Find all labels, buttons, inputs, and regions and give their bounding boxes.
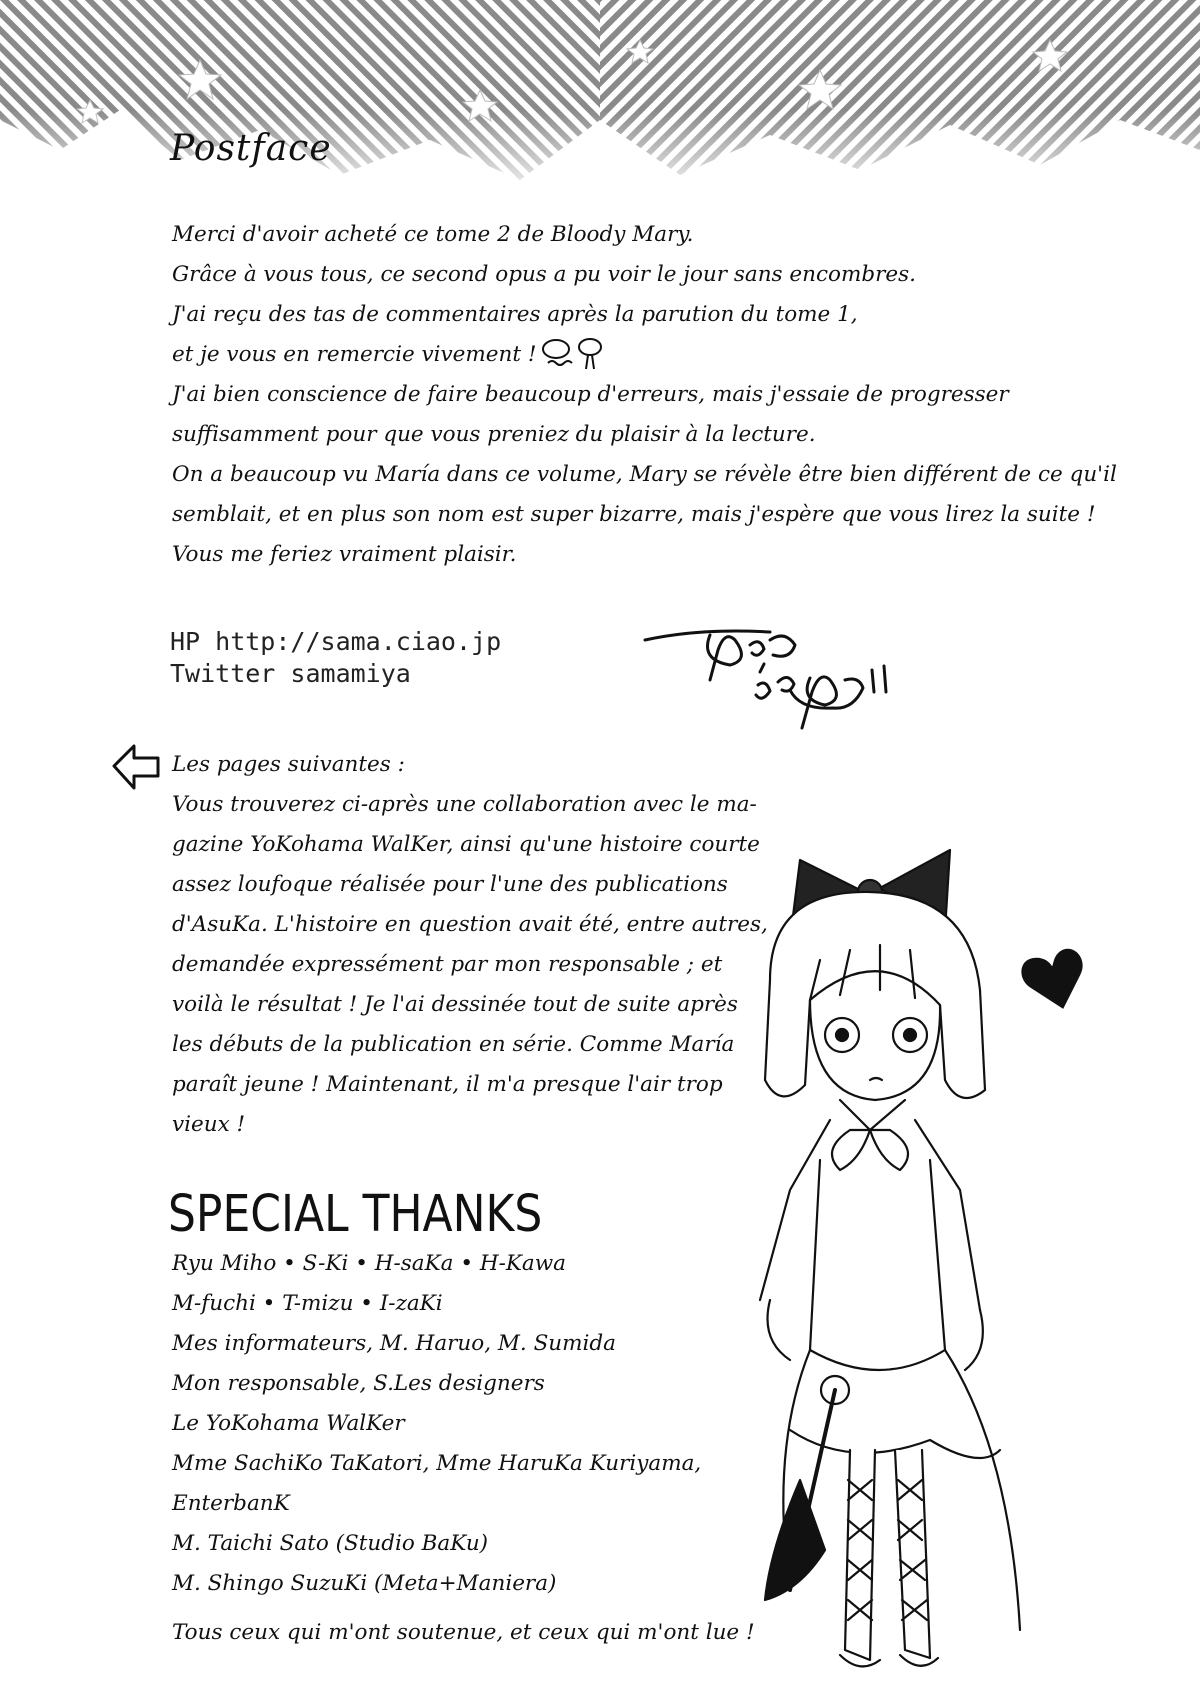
thanks-line: Mme SachiKo TaKatori, Mme HaruKa Kuriyama, [172, 1451, 702, 1476]
thanks-line: M-fuchi • T-mizu • I-zaKi [172, 1291, 443, 1316]
homepage-link[interactable]: HP http://sama.ciao.jp [170, 627, 502, 656]
next-pages-line: les débuts de la publication en série. Comme María [172, 1032, 735, 1057]
intro-line: semblait, et en plus son nom est super bizarre, mais j'espère que vous lirez la suite ! [172, 502, 1096, 527]
intro-line: Merci d'avoir acheté ce tome 2 de Bloody Mary. [172, 222, 694, 247]
author-links [170, 626, 501, 690]
thanks-line: M. Taichi Sato (Studio BaKu) [172, 1531, 489, 1556]
thanks-line: EnterbanK [172, 1491, 290, 1516]
intro-line: J'ai bien conscience de faire beaucoup d'erreurs, mais j'essaie de progresser [172, 382, 1009, 407]
special-thanks-list [172, 1244, 732, 1604]
intro-line: J'ai reçu des tas de commentaires après la parution du tome 1, [172, 302, 858, 327]
next-pages-line: Les pages suivantes : [172, 752, 405, 777]
intro-paragraph [172, 215, 1117, 575]
author-signature [640, 620, 940, 740]
arrow-left-icon [108, 740, 164, 796]
twitter-handle[interactable]: Twitter samamiya [170, 659, 411, 688]
next-pages-line: Vous trouverez ci-après une collaboration avec le ma- [172, 792, 757, 817]
next-pages-line: vieux ! [172, 1112, 246, 1137]
speech-bubble-icon [538, 335, 608, 375]
next-pages-line: paraît jeune ! Maintenant, il m'a presque l'air trop [172, 1072, 723, 1097]
closing-line: Tous ceux qui m'ont soutenue, et ceux qui m'ont lue ! [172, 1620, 755, 1645]
thanks-line: M. Shingo SuzuKi (Meta+Maniera) [172, 1571, 557, 1596]
thanks-line: Ryu Miho • S-Ki • H-saKa • H-Kawa [172, 1251, 566, 1276]
next-pages-paragraph [172, 745, 768, 1145]
intro-line: Vous me feriez vraiment plaisir. [172, 542, 517, 567]
page-title: Postface [170, 128, 332, 169]
intro-line: et je vous en remercie vivement ! [172, 342, 537, 367]
next-pages-line: demandée expressément par mon responsable ; et [172, 952, 723, 977]
next-pages-line: gazine YoKohama WalKer, ainsi qu'une histoire courte [172, 832, 760, 857]
chibi-girl-illustration [730, 830, 1030, 1690]
thanks-line: Mon responsable, S.Les designers [172, 1371, 545, 1396]
next-pages-line: d'AsuKa. L'histoire en question avait été, entre autres, [172, 912, 768, 937]
thanks-line: Le YoKohama WalKer [172, 1411, 405, 1436]
intro-line: On a beaucoup vu María dans ce volume, Mary se révèle être bien différent de ce qu'il [172, 462, 1117, 487]
next-pages-line: voilà le résultat ! Je l'ai dessinée tout de suite après [172, 992, 738, 1017]
next-pages-line: assez loufoque réalisée pour l'une des publications [172, 872, 728, 897]
intro-line: Grâce à vous tous, ce second opus a pu voir le jour sans encombres. [172, 262, 916, 287]
header-screentone [0, 0, 1200, 200]
intro-line: suffisamment pour que vous preniez du plaisir à la lecture. [172, 422, 816, 447]
special-thanks-heading: SPECIAL THANKS [168, 1185, 543, 1244]
thanks-line: Mes informateurs, M. Haruo, M. Sumida [172, 1331, 616, 1356]
